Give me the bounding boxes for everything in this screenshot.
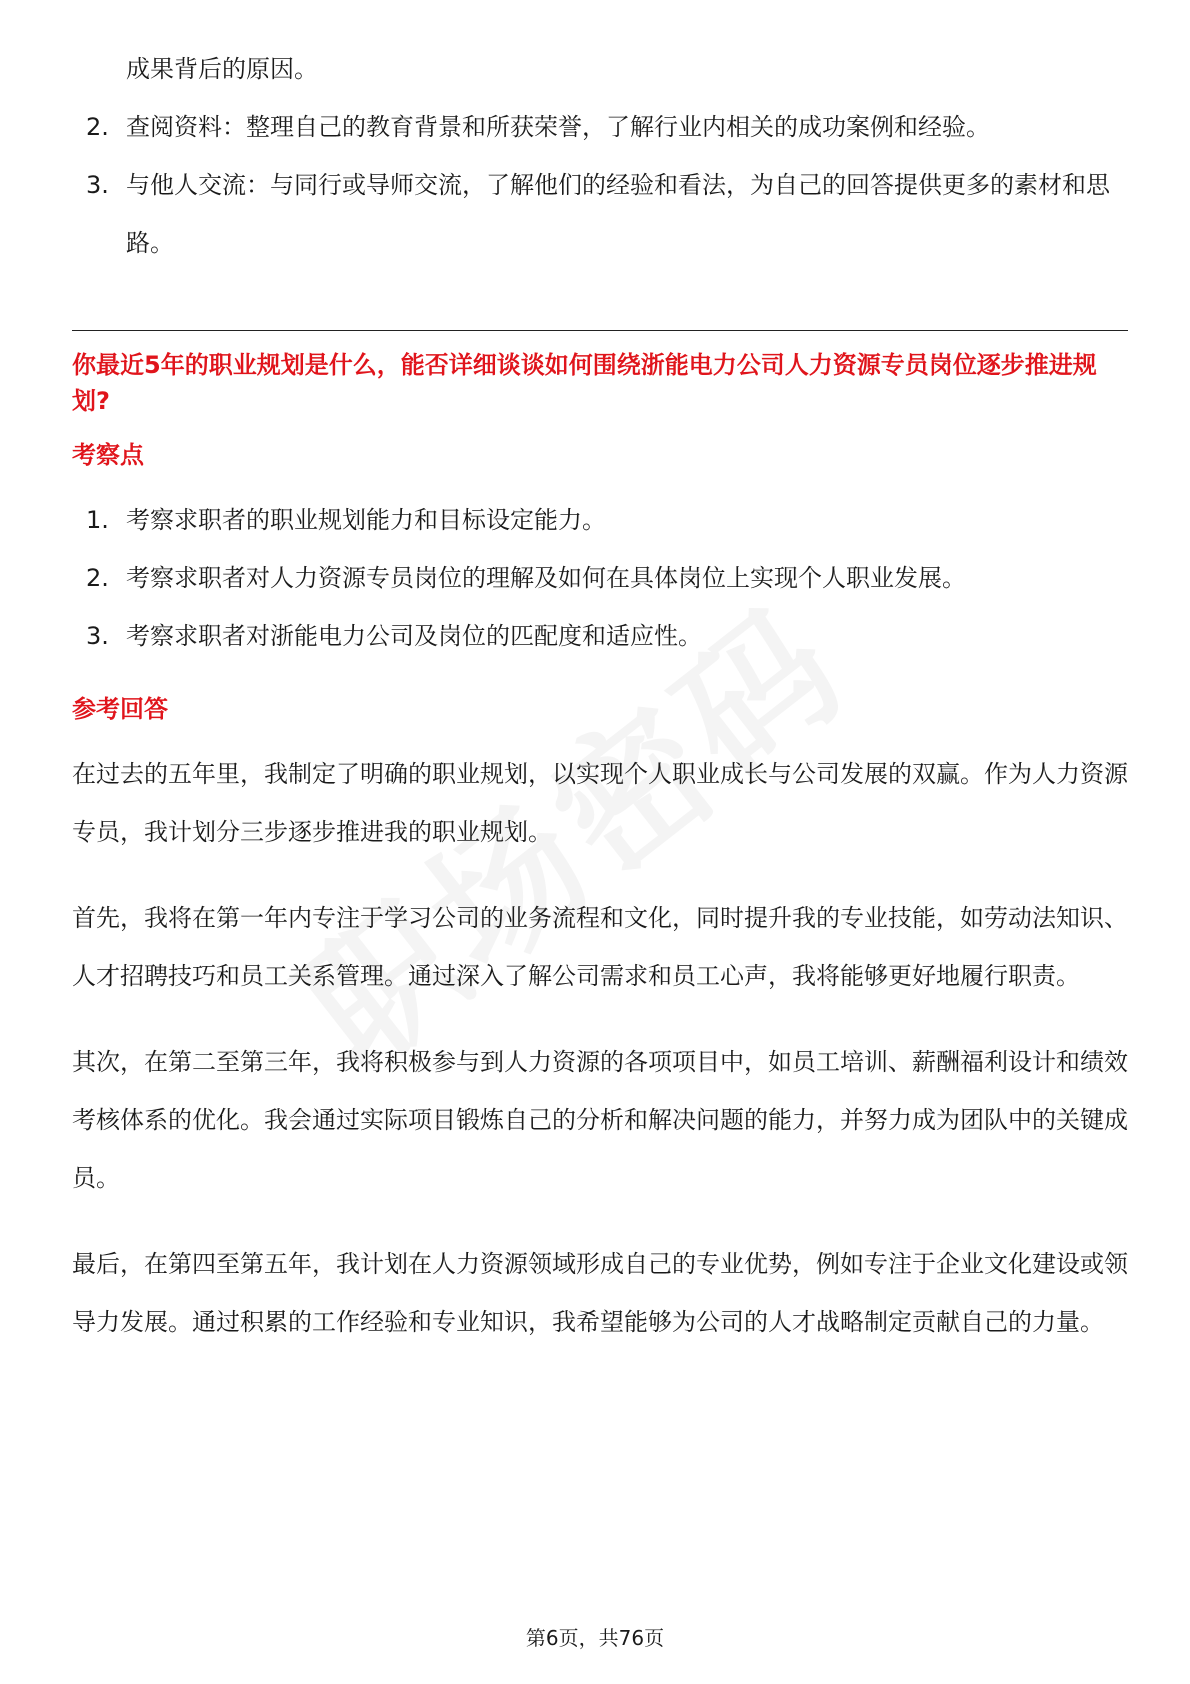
answer-paragraph: 在过去的五年里，我制定了明确的职业规划，以实现个人职业成长与公司发展的双赢。作为人力资源专员，我计划分三步逐步推进我的职业规划。 (72, 760, 1128, 846)
document-page (72, 40, 1128, 1379)
answer-paragraph: 其次，在第二至第三年，我将积极参与到人力资源的各项项目中，如员工培训、薪酬福利设计和绩效考核体系的优化。我会通过实际项目锻炼自己的分析和解决问题的能力，并努力成为团队中的关键成员。 (72, 1048, 1128, 1192)
section-divider (72, 330, 1128, 331)
list-text: 考察求职者的职业规划能力和目标设定能力。 (126, 506, 606, 534)
answer-heading: 参考回答 (72, 695, 168, 723)
list-text: 与他人交流：与同行或导师交流，了解他们的经验和看法，为自己的回答提供更多的素材和思路。 (126, 171, 1110, 257)
page-footer: 第6页，共76页 (525, 1626, 665, 1650)
list-text: 考察求职者对人力资源专员岗位的理解及如何在具体岗位上实现个人职业发展。 (126, 564, 966, 592)
answer-paragraph: 最后，在第四至第五年，我计划在人力资源领域形成自己的专业优势，例如专注于企业文化建设或领导力发展。通过积累的工作经验和专业知识，我希望能够为公司的人才战略制定贡献自己的力量。 (72, 1250, 1128, 1336)
list-number: 2. (86, 564, 109, 592)
list-continuation: 成果背后的原因。 (126, 55, 318, 83)
list-text: 考察求职者对浙能电力公司及岗位的匹配度和适应性。 (126, 622, 702, 650)
list-number: 2. (86, 113, 109, 141)
exam-points-list (72, 491, 1128, 665)
list-number: 3. (86, 171, 109, 199)
interview-question: 你最近5年的职业规划是什么，能否详细谈谈如何围绕浙能电力公司人力资源专员岗位逐步推进规划? (72, 351, 1097, 415)
list-item (72, 491, 1128, 549)
list-number: 1. (86, 506, 109, 534)
list-item (72, 549, 1128, 607)
list-item (72, 156, 1128, 272)
preparation-list (72, 98, 1128, 272)
list-text: 查阅资料：整理自己的教育背景和所获荣誉，了解行业内相关的成功案例和经验。 (126, 113, 990, 141)
list-number: 3. (86, 622, 109, 650)
answer-paragraph: 首先，我将在第一年内专注于学习公司的业务流程和文化，同时提升我的专业技能，如劳动法知识、人才招聘技巧和员工关系管理。通过深入了解公司需求和员工心声，我将能够更好地履行职责。 (72, 904, 1128, 990)
list-item (72, 98, 1128, 156)
exam-points-heading: 考察点 (72, 441, 144, 469)
list-item (72, 607, 1128, 665)
